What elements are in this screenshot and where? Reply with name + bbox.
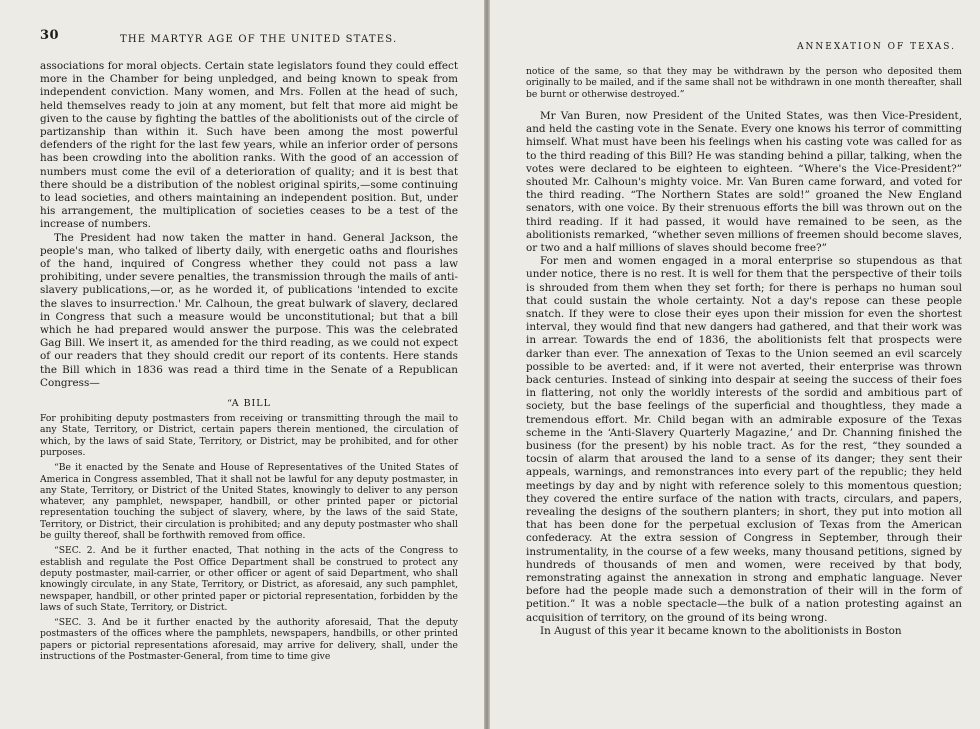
paragraph: In August of this year it became known to the abolitionists in Boston bbox=[540, 624, 902, 637]
right-text-column bbox=[526, 66, 962, 638]
paragraph: Mr Van Buren, now President of the United States, was then Vice-President, and held the casting vote in the Senate. Every one knows his terror of committing himself. What must have been his feelings when his casting vote was called for as to the third reading of this Bill? He was standing behind a pillar, talking, when the votes were declared to be eighteen to eighteen. “Where's the Vice-President?” shouted Mr. Calhoun's mighty voice. Mr. Van Buren came forward, and voted for the third reading. “The Northern States are sold!” groaned the New England senators, with one voice. By their strenuous efforts the bill was thrown out on the third reading. If it had passed, it would have remained to be seen, as the abolitionists remarked, “whether seven millions of freemen should become slaves, or two and a half millions of slaves should become free?” bbox=[526, 109, 962, 254]
bill-section-1: “Be it enacted by the Senate and House of Representatives of the United States of America in Congress assembled, That it shall not be lawful for any deputy postmaster, in any State, Territory, or District of the United States, knowingly to deliver to any person whatever, any pamphlet, newspaper, handbill, or other printed paper or pictorial representation touching the subject of slavery, where, by the laws of the said State, Territory, or District, their circulation is prohibited; and any deputy postmaster who shall be guilty thereof, shall be forthwith removed from office. bbox=[40, 462, 458, 542]
bill-continuation: notice of the same, so that they may be withdrawn by the person who deposited them originally to be mailed, and if the same shall not be withdrawn in one month thereafter, shall be burnt or otherwise destroyed.” bbox=[526, 66, 962, 100]
running-title-right: ANNEXATION OF TEXAS. bbox=[797, 42, 956, 52]
bill-section-2: “SEC. 2. And be it further enacted, That nothing in the acts of the Congress to establish and regulate the Post Office Department shall be construed to protect any deputy postmaster, mail-carrier, or other officer or agent of said Department, who shall knowingly circulate, in any State, Territory, or District, as aforesaid, any such pamphlet, newspaper, handbill, or other printed paper or pictorial representation, forbidden by the laws of such State, Territory, or District. bbox=[40, 545, 458, 613]
paragraph: associations for moral objects. Certain state legislators found they could effect more in the Chamber for being unpledged, and being known to speak from independent conviction. Many women, and Mrs. Follen at the head of such, held themselves ready to join at any moment, but felt that more aid might be given to the cause by fighting the battles of the abolitionists out of the circle of partizanship than within it. Such have been among the most powerful defenders of the right for the last few years, while an inferior order of persons has been crowding into the abolition ranks. With the good of an accession of numbers must come the evil of a deterioration of quality; and it is best that there should be a distribution of the noblest original spirits,—some continuing to lead societies, and others maintaining an independent position. But, under his arrangement, the multiplication of societies ceases to be a test of the increase of numbers. bbox=[40, 60, 458, 231]
bill-section-3: “SEC. 3. And be it further enacted by the authority aforesaid, That the deputy postmasters of the offices where the pamphlets, newspapers, handbills, or other printed papers or pictorial representations aforesaid, may arrive for delivery, shall, under the instructions of the Postmaster-General, from time to time give bbox=[40, 617, 458, 663]
right-page bbox=[490, 0, 980, 729]
bill-heading: “A BILL bbox=[227, 398, 271, 410]
left-page-header bbox=[40, 30, 460, 50]
left-page bbox=[0, 0, 484, 729]
bill-preamble: For prohibiting deputy postmasters from receiving or transmitting through the mail to any State, Territory, or District, certain papers therein mentioned, the circulation of which, by the laws of said State, Territory, or District, may be prohibited, and for other purposes. bbox=[40, 413, 458, 458]
paragraph: The President had now taken the matter in hand. General Jackson, the people's man, who talked of liberty daily, with energetic oaths and flourishes of the hand, inquired of Congress whether they could not pass a law prohibiting, under severe penalties, the transmission through the mails of anti-slavery publications,—or, as he worded it, of publications 'intended to excite the slaves to insurrection.' Mr. Calhoun, the great bulwark of slavery, declared in Congress that such a measure would be unconstitutional; but that a bill which he had prepared would answer the purpose. This was the celebrated Gag Bill. We insert it, as amended for the third reading, as we could not expect of our readers that they should credit our report of its contents. Here stands the Bill which in 1836 was read a third time in the Senate of a Republican Congress— bbox=[40, 231, 458, 389]
paragraph: For men and women engaged in a moral enterprise so stupendous as that under notice, there is no rest. It is well for them that the perspective of their toils is shrouded from them when they set forth; for there is perhaps no human soul that could sustain the whole certainty. Not a day's repose can these people snatch. If they were to close their eyes upon their mission for even the shortest interval, they would find that new dangers had gathered, and that their work was in arrear. Towards the end of 1836, the abolitionists felt that prospects were darker than ever. The annexation of Texas to the Union seemed an evil scarcely possible to be averted: and, if it were not averted, their enterprise was thrown back centuries. Instead of sinking into despair at seeing the success of their foes in flattering, not only the worldly interests of the sordid and ambitious part of society, but the base feelings of the superficial and thoughtless, they made a tremendous effort. Mr. Child began with an admirable exposure of the Texas scheme in the ‘Anti-Slavery Quarterly Magazine,’ and Dr. Channing finished the business (for the present) by his noble tract. As for the rest, “they sounded a tocsin of alarm that aroused the land to a sense of its danger; they sent their appeals, warnings, and remonstrances into every part of the republic; they held meetings by day and by night with reference solely to this momentous question; they covered the entire surface of the nation with tracts, circulars, and papers, revealing the designs of the southern planters; in short, they put into motion all that has been done for the perpetual exclusion of Texas from the American confederacy. At the extra session of Congress in September, through their instrumentality, in the course of a few weeks, many thousand petitions, signed by hundreds of thousands of men and women, were received by that body, remonstrating against the annexation in strong and emphatic language. Never before had the people made such a demonstration of their will in the form of petition.” It was a noble spectacle—the bulk of a nation protesting against an acquisition of territory, on the ground of its being wrong. bbox=[526, 255, 962, 624]
page-number: 30 bbox=[40, 28, 60, 43]
left-text-column bbox=[40, 60, 458, 662]
running-title-left: THE MARTYR AGE OF THE UNITED STATES. bbox=[120, 34, 398, 45]
